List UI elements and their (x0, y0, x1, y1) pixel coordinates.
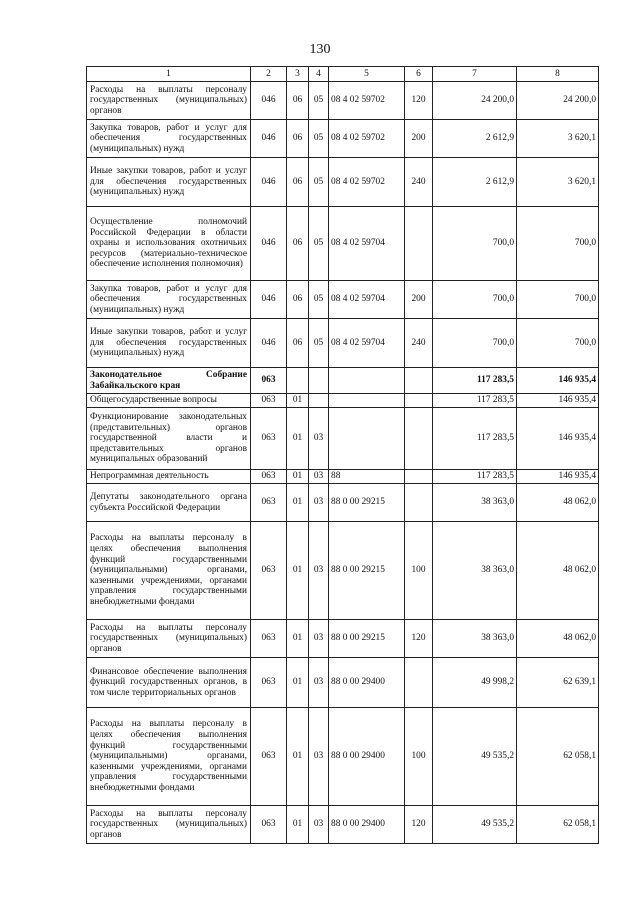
row-target-cell: 88 0 00 29215 (329, 522, 405, 620)
row-target-cell: 08 4 02 59704 (329, 207, 405, 281)
row-value-2025-cell: 146 935,4 (517, 368, 599, 394)
row-subsection-cell: 03 (309, 470, 329, 484)
table-row (87, 484, 599, 522)
row-value-2025-cell: 700,0 (517, 319, 599, 368)
row-type-cell (405, 470, 433, 484)
row-name-cell: Расходы на выплаты персоналу государственных (муниципальных) органов (87, 620, 251, 658)
row-target-cell: 08 4 02 59702 (329, 158, 405, 207)
table-row (87, 158, 599, 207)
row-target-cell: 08 4 02 59702 (329, 82, 405, 120)
row-code-cell: 046 (251, 319, 287, 368)
row-target-cell: 88 0 00 29215 (329, 484, 405, 522)
row-value-2024-cell: 700,0 (433, 281, 517, 319)
row-type-cell (405, 408, 433, 470)
row-section-cell: 06 (287, 207, 309, 281)
column-header: 3 (287, 67, 309, 82)
row-value-2024-cell: 24 200,0 (433, 82, 517, 120)
row-subsection-cell: 03 (309, 620, 329, 658)
row-name-cell: Закупка товаров, работ и услуг для обеспечения государственных (муниципальных) нужд (87, 120, 251, 158)
row-section-cell: 01 (287, 470, 309, 484)
table-row (87, 658, 599, 708)
row-subsection-cell: 03 (309, 708, 329, 806)
budget-table (86, 66, 599, 844)
row-section-cell: 06 (287, 319, 309, 368)
row-name-cell: Законодательное Собрание Забайкальского края (87, 368, 251, 394)
row-code-cell: 063 (251, 368, 287, 394)
row-target-cell: 88 (329, 470, 405, 484)
row-value-2025-cell: 62 058,1 (517, 708, 599, 806)
row-section-cell (287, 368, 309, 394)
row-type-cell (405, 207, 433, 281)
column-header: 5 (329, 67, 405, 82)
row-type-cell: 120 (405, 620, 433, 658)
row-value-2024-cell: 2 612,9 (433, 158, 517, 207)
row-type-cell: 240 (405, 158, 433, 207)
row-value-2024-cell: 49 535,2 (433, 708, 517, 806)
row-code-cell: 063 (251, 620, 287, 658)
row-name-cell: Финансовое обеспечение выполнения функций государственных органов, в том числе территориальных органов (87, 658, 251, 708)
row-value-2025-cell: 146 935,4 (517, 408, 599, 470)
row-name-cell: Расходы на выплаты персоналу государственных (муниципальных) органов (87, 806, 251, 844)
row-value-2024-cell: 700,0 (433, 319, 517, 368)
row-subsection-cell: 03 (309, 522, 329, 620)
table-row (87, 82, 599, 120)
row-section-cell: 01 (287, 408, 309, 470)
row-subsection-cell: 03 (309, 806, 329, 844)
row-type-cell (405, 484, 433, 522)
row-code-cell: 063 (251, 806, 287, 844)
row-code-cell: 063 (251, 522, 287, 620)
row-subsection-cell: 03 (309, 658, 329, 708)
row-target-cell (329, 408, 405, 470)
row-name-cell: Депутаты законодательного органа субъекта Российской Федерации (87, 484, 251, 522)
table-row (87, 708, 599, 806)
row-subsection-cell: 05 (309, 207, 329, 281)
row-value-2025-cell: 62 639,1 (517, 658, 599, 708)
row-code-cell: 046 (251, 207, 287, 281)
row-section-cell: 06 (287, 120, 309, 158)
row-type-cell: 200 (405, 281, 433, 319)
table-row (87, 120, 599, 158)
column-header: 4 (309, 67, 329, 82)
row-name-cell: Иные закупки товаров, работ и услуг для обеспечения государственных (муниципальных) нужд (87, 158, 251, 207)
row-section-cell: 06 (287, 281, 309, 319)
row-code-cell: 063 (251, 394, 287, 408)
row-type-cell (405, 394, 433, 408)
row-value-2024-cell: 117 283,5 (433, 470, 517, 484)
row-value-2024-cell: 49 998,2 (433, 658, 517, 708)
row-code-cell: 063 (251, 470, 287, 484)
table-row (87, 522, 599, 620)
row-value-2025-cell: 146 935,4 (517, 470, 599, 484)
row-subsection-cell: 05 (309, 120, 329, 158)
row-name-cell: Осуществление полномочий Российской Федерации в области охраны и использования охотничьих ресурсов (материально-техническое обеспечение исполнения полномочия) (87, 207, 251, 281)
row-code-cell: 063 (251, 484, 287, 522)
row-section-cell: 01 (287, 522, 309, 620)
row-section-cell: 01 (287, 658, 309, 708)
row-name-cell: Иные закупки товаров, работ и услуг для обеспечения государственных (муниципальных) нужд (87, 319, 251, 368)
row-value-2025-cell: 146 935,4 (517, 394, 599, 408)
row-name-cell: Функционирование законодательных (представительных) органов государственной власти и представительных органов муниципальных образований (87, 408, 251, 470)
row-subsection-cell (309, 368, 329, 394)
row-value-2024-cell: 700,0 (433, 207, 517, 281)
table-header-row (87, 67, 599, 82)
column-header: 1 (87, 67, 251, 82)
row-name-cell: Расходы на выплаты персоналу в целях обеспечения выполнения функций государственными (муниципальными) органами, казенными учреждениями, органами управления государственными внебюджетными фондами (87, 708, 251, 806)
row-value-2025-cell: 700,0 (517, 281, 599, 319)
table-row (87, 394, 599, 408)
row-code-cell: 063 (251, 658, 287, 708)
row-type-cell: 100 (405, 522, 433, 620)
row-section-cell: 01 (287, 708, 309, 806)
row-section-cell: 06 (287, 158, 309, 207)
row-target-cell: 88 0 00 29215 (329, 620, 405, 658)
row-code-cell: 046 (251, 82, 287, 120)
column-header: 6 (405, 67, 433, 82)
row-target-cell: 08 4 02 59704 (329, 281, 405, 319)
row-subsection-cell: 03 (309, 408, 329, 470)
table-row (87, 470, 599, 484)
row-type-cell: 100 (405, 708, 433, 806)
row-code-cell: 063 (251, 408, 287, 470)
row-value-2025-cell: 48 062,0 (517, 484, 599, 522)
row-code-cell: 046 (251, 158, 287, 207)
table-row (87, 408, 599, 470)
table-row (87, 368, 599, 394)
row-subsection-cell: 05 (309, 319, 329, 368)
row-value-2024-cell: 38 363,0 (433, 620, 517, 658)
row-name-cell: Общегосударственные вопросы (87, 394, 251, 408)
table-row (87, 806, 599, 844)
row-type-cell: 240 (405, 319, 433, 368)
row-value-2025-cell: 24 200,0 (517, 82, 599, 120)
row-value-2024-cell: 117 283,5 (433, 368, 517, 394)
row-type-cell (405, 368, 433, 394)
row-target-cell (329, 368, 405, 394)
table-row (87, 620, 599, 658)
row-name-cell: Расходы на выплаты персоналу государственных (муниципальных) органов (87, 82, 251, 120)
page-number: 130 (309, 42, 331, 57)
row-target-cell: 88 0 00 29400 (329, 708, 405, 806)
row-type-cell (405, 658, 433, 708)
row-section-cell: 01 (287, 484, 309, 522)
row-target-cell: 88 0 00 29400 (329, 806, 405, 844)
row-code-cell: 063 (251, 708, 287, 806)
row-value-2024-cell: 117 283,5 (433, 394, 517, 408)
row-target-cell (329, 394, 405, 408)
row-value-2025-cell: 700,0 (517, 207, 599, 281)
row-value-2025-cell: 62 058,1 (517, 806, 599, 844)
row-section-cell: 01 (287, 806, 309, 844)
table-row (87, 319, 599, 368)
column-header: 7 (433, 67, 517, 82)
row-code-cell: 046 (251, 120, 287, 158)
row-value-2025-cell: 3 620,1 (517, 120, 599, 158)
row-subsection-cell: 05 (309, 82, 329, 120)
row-section-cell: 01 (287, 620, 309, 658)
row-value-2024-cell: 2 612,9 (433, 120, 517, 158)
row-subsection-cell (309, 394, 329, 408)
row-name-cell: Закупка товаров, работ и услуг для обеспечения государственных (муниципальных) нужд (87, 281, 251, 319)
row-value-2024-cell: 38 363,0 (433, 484, 517, 522)
row-subsection-cell: 05 (309, 158, 329, 207)
row-target-cell: 08 4 02 59704 (329, 319, 405, 368)
table-body (87, 82, 599, 844)
row-section-cell: 01 (287, 394, 309, 408)
row-section-cell: 06 (287, 82, 309, 120)
row-value-2025-cell: 48 062,0 (517, 522, 599, 620)
row-value-2024-cell: 117 283,5 (433, 408, 517, 470)
row-subsection-cell: 03 (309, 484, 329, 522)
row-type-cell: 120 (405, 82, 433, 120)
row-name-cell: Непрограммная деятельность (87, 470, 251, 484)
row-value-2024-cell: 38 363,0 (433, 522, 517, 620)
column-header: 8 (517, 67, 599, 82)
row-subsection-cell: 05 (309, 281, 329, 319)
row-target-cell: 08 4 02 59702 (329, 120, 405, 158)
row-code-cell: 046 (251, 281, 287, 319)
row-value-2025-cell: 48 062,0 (517, 620, 599, 658)
table-row (87, 281, 599, 319)
column-header: 2 (251, 67, 287, 82)
row-name-cell: Расходы на выплаты персоналу в целях обеспечения выполнения функций государственными (муниципальными) органами, казенными учреждениями, органами управления государственными внебюджетными фондами (87, 522, 251, 620)
row-value-2024-cell: 49 535,2 (433, 806, 517, 844)
row-type-cell: 200 (405, 120, 433, 158)
row-target-cell: 88 0 00 29400 (329, 658, 405, 708)
row-type-cell: 120 (405, 806, 433, 844)
table-row (87, 207, 599, 281)
row-value-2025-cell: 3 620,1 (517, 158, 599, 207)
